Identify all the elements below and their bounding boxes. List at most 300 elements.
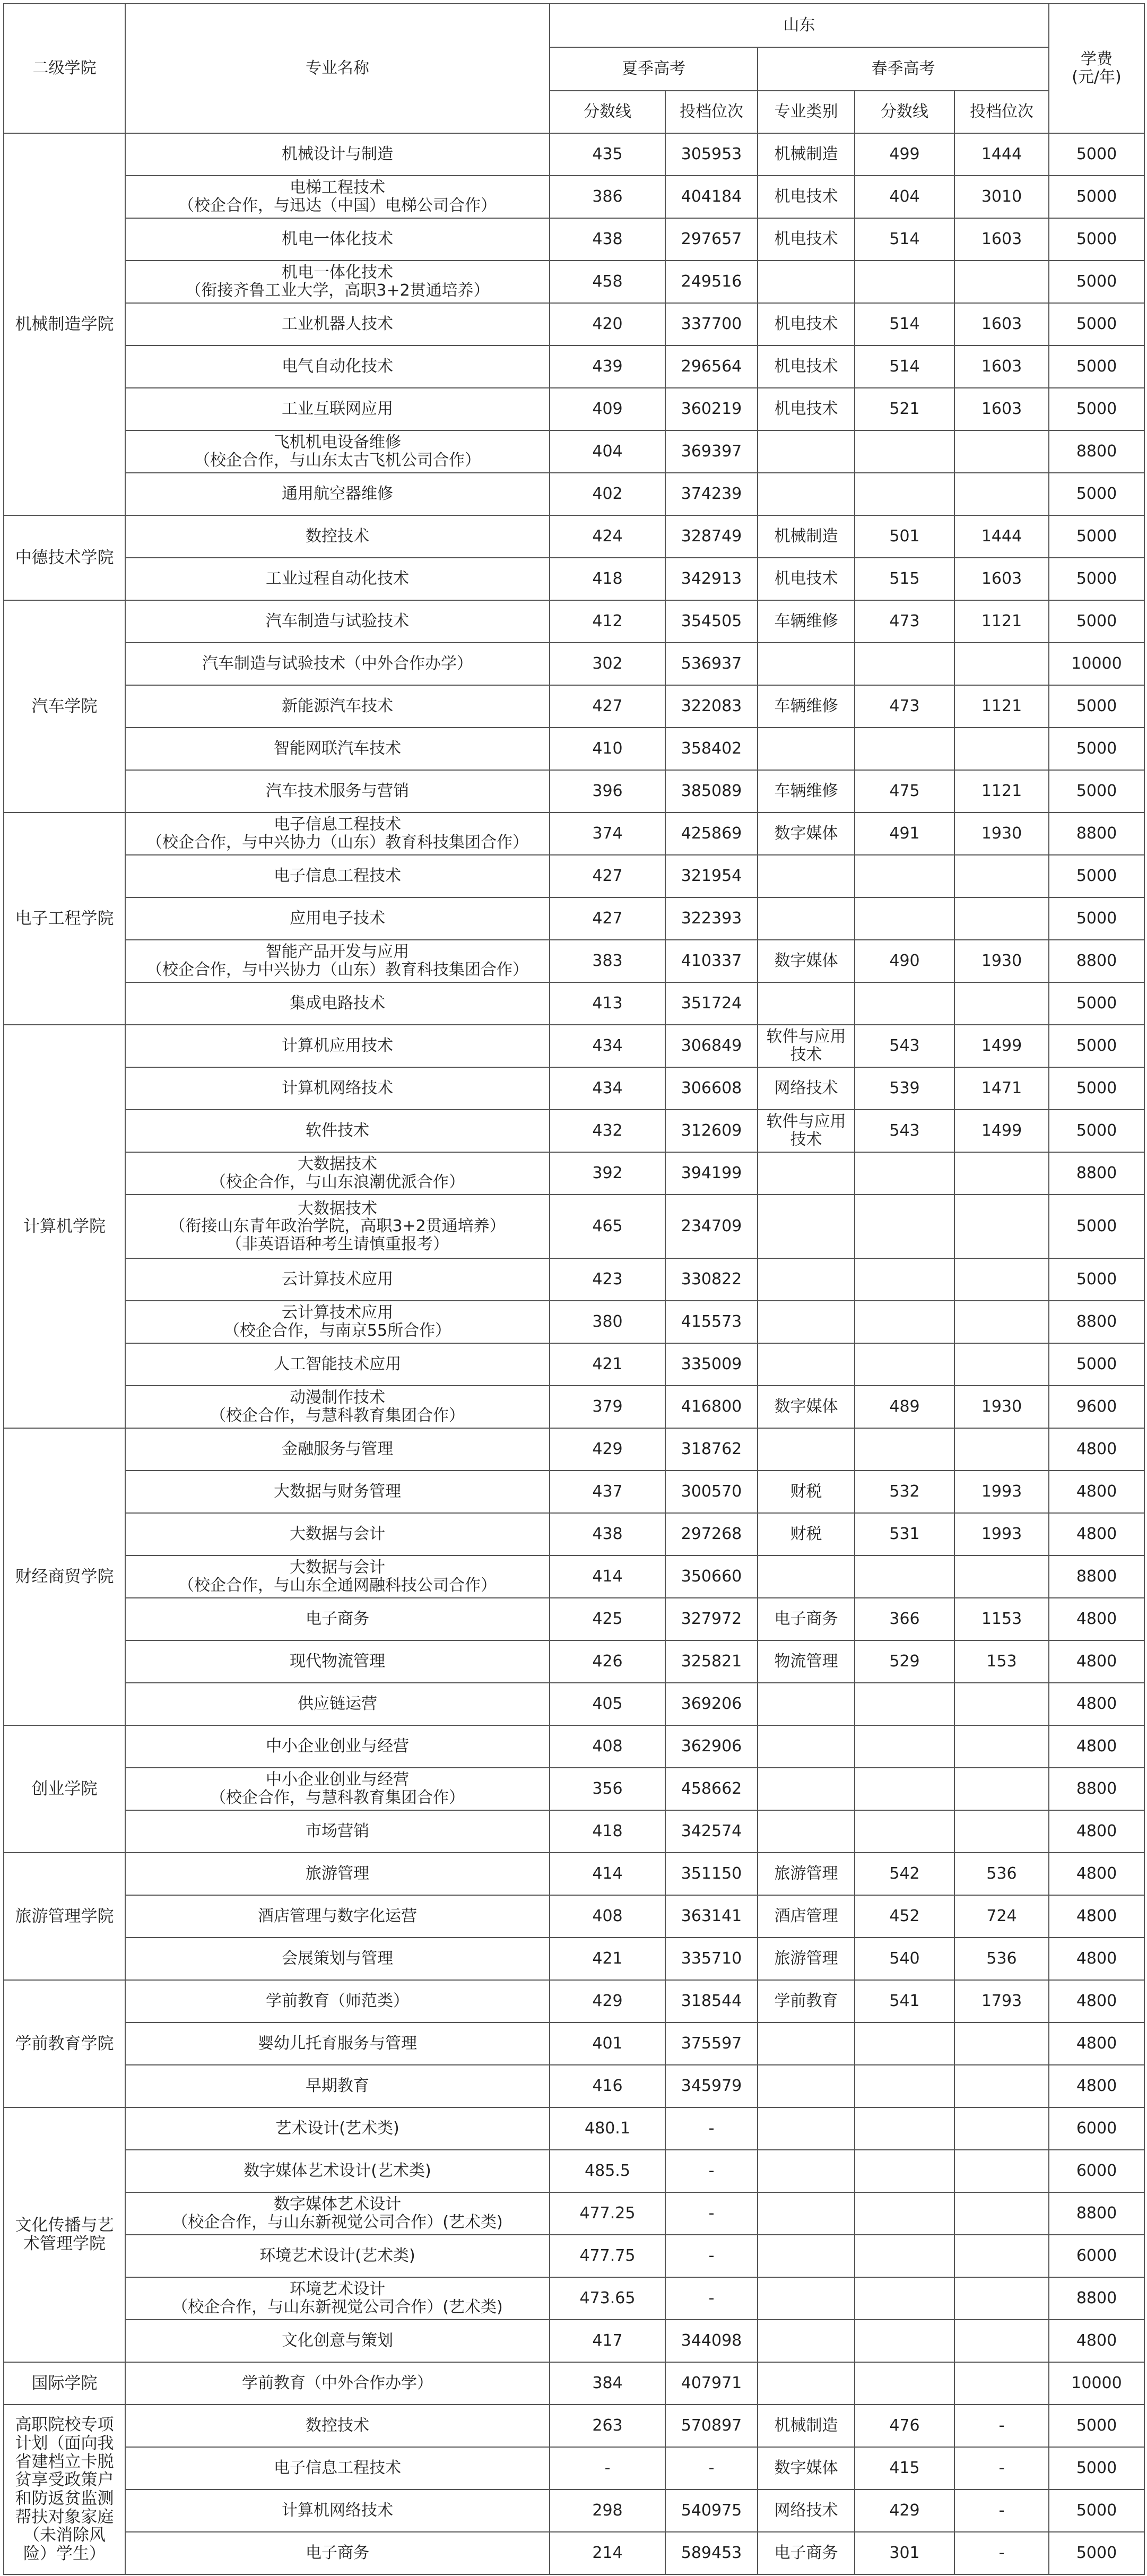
fee-cell: 6000 [1049, 2150, 1144, 2192]
summer-score-cell: 420 [550, 303, 665, 345]
table-row [4, 218, 1144, 261]
table-row [4, 1343, 1144, 1386]
summer-rank-cell: - [665, 2235, 758, 2277]
summer-rank-cell: 306608 [665, 1067, 758, 1110]
spring-score-cell: 521 [855, 388, 954, 430]
spring-rank-cell: 1603 [954, 303, 1049, 345]
fee-cell: 4800 [1049, 1640, 1144, 1683]
summer-rank-cell: 354505 [665, 600, 758, 643]
spring-category-cell: 机电技术 [758, 303, 855, 345]
summer-rank-cell: 325821 [665, 1640, 758, 1683]
spring-rank-cell: 536 [954, 1853, 1049, 1895]
spring-score-cell [855, 728, 954, 770]
spring-rank-cell: 1603 [954, 345, 1049, 388]
summer-score-cell: 465 [550, 1195, 665, 1258]
table-row [4, 600, 1144, 643]
major-name-cell: 艺术设计(艺术类) [125, 2107, 550, 2150]
header-summer: 夏季高考 [550, 47, 758, 91]
major-name-cell: 金融服务与管理 [125, 1428, 550, 1471]
table-row [4, 473, 1144, 515]
summer-score-cell: 409 [550, 388, 665, 430]
spring-category-cell: 旅游管理 [758, 1938, 855, 1980]
table-row [4, 1895, 1144, 1938]
spring-rank-cell [954, 2150, 1049, 2192]
college-name-cell: 高职院校专项 计划（面向我 省建档立卡脱 贫享受政策户 和防返贫监测 帮扶对象家庭 （未消除风 险）学生） [4, 2405, 125, 2574]
fee-cell: 5000 [1049, 303, 1144, 345]
summer-score-cell: 414 [550, 1555, 665, 1598]
fee-cell: 4800 [1049, 1853, 1144, 1895]
table-row [4, 2150, 1144, 2192]
summer-rank-cell: 305953 [665, 133, 758, 176]
major-name-cell: 智能网联汽车技术 [125, 728, 550, 770]
spring-category-cell [758, 1810, 855, 1853]
summer-rank-cell: 234709 [665, 1195, 758, 1258]
table-row [4, 2362, 1144, 2405]
summer-score-cell: 421 [550, 1938, 665, 1980]
summer-rank-cell: 570897 [665, 2405, 758, 2447]
major-name-cell: 电子商务 [125, 1598, 550, 1640]
table-row [4, 940, 1144, 982]
table-row [4, 643, 1144, 685]
summer-rank-cell: 589453 [665, 2532, 758, 2574]
fee-cell: 4800 [1049, 1683, 1144, 1725]
spring-score-cell: 499 [855, 133, 954, 176]
spring-score-cell [855, 2320, 954, 2362]
major-name-cell: 电气自动化技术 [125, 345, 550, 388]
summer-score-cell: 374 [550, 812, 665, 855]
spring-category-cell [758, 1195, 855, 1258]
fee-cell: 10000 [1049, 643, 1144, 685]
spring-score-cell: 490 [855, 940, 954, 982]
fee-cell: 4800 [1049, 2320, 1144, 2362]
college-name-cell: 中德技术学院 [4, 515, 125, 600]
spring-category-cell: 机械制造 [758, 515, 855, 558]
spring-rank-cell [954, 897, 1049, 940]
spring-rank-cell: 724 [954, 1895, 1049, 1938]
spring-score-cell: 452 [855, 1895, 954, 1938]
summer-rank-cell: 344098 [665, 2320, 758, 2362]
summer-rank-cell: 363141 [665, 1895, 758, 1938]
major-name-cell: 机电一体化技术 [125, 218, 550, 261]
spring-rank-cell [954, 1258, 1049, 1301]
table-row [4, 2192, 1144, 2235]
spring-score-cell: 415 [855, 2447, 954, 2489]
table-row [4, 1768, 1144, 1810]
spring-score-cell: 541 [855, 1980, 954, 2022]
spring-category-cell: 财税 [758, 1471, 855, 1513]
fee-cell: 8800 [1049, 2277, 1144, 2320]
summer-score-cell: 432 [550, 1110, 665, 1152]
summer-score-cell: 480.1 [550, 2107, 665, 2150]
spring-score-cell: 539 [855, 1067, 954, 1110]
summer-score-cell: 485.5 [550, 2150, 665, 2192]
major-name-cell: 动漫制作技术 （校企合作，与慧科教育集团合作） [125, 1386, 550, 1428]
summer-score-cell: 427 [550, 855, 665, 897]
spring-score-cell [855, 2235, 954, 2277]
spring-category-cell [758, 1768, 855, 1810]
summer-rank-cell: 410337 [665, 940, 758, 982]
table-row [4, 261, 1144, 303]
spring-rank-cell: 1121 [954, 685, 1049, 728]
header-rank-spring: 投档位次 [954, 91, 1049, 133]
spring-category-cell: 数字媒体 [758, 2447, 855, 2489]
summer-rank-cell: 374239 [665, 473, 758, 515]
spring-score-cell [855, 1301, 954, 1343]
summer-rank-cell: - [665, 2447, 758, 2489]
spring-score-cell: 542 [855, 1853, 954, 1895]
fee-cell: 5000 [1049, 558, 1144, 600]
major-name-cell: 会展策划与管理 [125, 1938, 550, 1980]
summer-score-cell: 429 [550, 1980, 665, 2022]
spring-score-cell [855, 855, 954, 897]
spring-category-cell: 电子商务 [758, 2532, 855, 2574]
fee-cell: 5000 [1049, 473, 1144, 515]
college-name-cell: 文化传播与艺 术管理学院 [4, 2107, 125, 2362]
table-row [4, 1258, 1144, 1301]
summer-score-cell: 438 [550, 218, 665, 261]
table-row [4, 430, 1144, 473]
table-row [4, 1110, 1144, 1152]
spring-category-cell: 酒店管理 [758, 1895, 855, 1938]
major-name-cell: 人工智能技术应用 [125, 1343, 550, 1386]
major-name-cell: 云计算技术应用 （校企合作，与南京55所合作） [125, 1301, 550, 1343]
college-name-cell: 计算机学院 [4, 1025, 125, 1428]
major-name-cell: 工业过程自动化技术 [125, 558, 550, 600]
summer-rank-cell: 300570 [665, 1471, 758, 1513]
spring-rank-cell: 1603 [954, 558, 1049, 600]
major-name-cell: 酒店管理与数字化运营 [125, 1895, 550, 1938]
spring-score-cell: 489 [855, 1386, 954, 1428]
spring-category-cell: 机电技术 [758, 388, 855, 430]
spring-score-cell [855, 2192, 954, 2235]
summer-score-cell: 263 [550, 2405, 665, 2447]
spring-category-cell: 数字媒体 [758, 1386, 855, 1428]
spring-rank-cell [954, 261, 1049, 303]
spring-category-cell [758, 473, 855, 515]
summer-rank-cell: 425869 [665, 812, 758, 855]
major-name-cell: 飞机机电设备维修 （校企合作，与山东太古飞机公司合作） [125, 430, 550, 473]
spring-score-cell [855, 1555, 954, 1598]
summer-rank-cell: 362906 [665, 1725, 758, 1768]
fee-cell: 4800 [1049, 2065, 1144, 2107]
spring-score-cell: 404 [855, 176, 954, 218]
spring-category-cell: 数字媒体 [758, 812, 855, 855]
major-name-cell: 通用航空器维修 [125, 473, 550, 515]
spring-rank-cell [954, 2022, 1049, 2065]
spring-rank-cell: 1444 [954, 133, 1049, 176]
spring-score-cell: 476 [855, 2405, 954, 2447]
spring-rank-cell [954, 2320, 1049, 2362]
spring-category-cell [758, 2362, 855, 2405]
table-row [4, 812, 1144, 855]
summer-score-cell: 413 [550, 982, 665, 1025]
spring-category-cell [758, 1683, 855, 1725]
spring-category-cell [758, 2022, 855, 2065]
spring-score-cell [855, 1258, 954, 1301]
summer-rank-cell: 360219 [665, 388, 758, 430]
summer-rank-cell: - [665, 2192, 758, 2235]
spring-category-cell: 车辆维修 [758, 685, 855, 728]
major-name-cell: 文化创意与策划 [125, 2320, 550, 2362]
spring-rank-cell [954, 1555, 1049, 1598]
major-name-cell: 早期教育 [125, 2065, 550, 2107]
summer-score-cell: 435 [550, 133, 665, 176]
summer-score-cell: 417 [550, 2320, 665, 2362]
major-name-cell: 电子商务 [125, 2532, 550, 2574]
major-name-cell: 工业互联网应用 [125, 388, 550, 430]
summer-rank-cell: 351150 [665, 1853, 758, 1895]
spring-category-cell [758, 2320, 855, 2362]
spring-category-cell: 网络技术 [758, 2489, 855, 2532]
spring-score-cell: 532 [855, 1471, 954, 1513]
table-row [4, 2277, 1144, 2320]
summer-score-cell: 412 [550, 600, 665, 643]
spring-score-cell: 366 [855, 1598, 954, 1640]
table-row [4, 2065, 1144, 2107]
major-name-cell: 大数据与会计 （校企合作，与山东全通网融科技公司合作） [125, 1555, 550, 1598]
summer-score-cell: 429 [550, 1428, 665, 1471]
table-row [4, 558, 1144, 600]
table-row [4, 2405, 1144, 2447]
fee-cell: 5000 [1049, 388, 1144, 430]
spring-category-cell [758, 1301, 855, 1343]
summer-rank-cell: 335710 [665, 1938, 758, 1980]
spring-score-cell: 531 [855, 1513, 954, 1555]
spring-category-cell [758, 982, 855, 1025]
summer-rank-cell: 350660 [665, 1555, 758, 1598]
table-row [4, 982, 1144, 1025]
summer-rank-cell: 351724 [665, 982, 758, 1025]
summer-score-cell: 438 [550, 1513, 665, 1555]
header-fee: 学费 (元/年) [1049, 4, 1144, 133]
summer-score-cell: 356 [550, 1768, 665, 1810]
spring-category-cell [758, 2192, 855, 2235]
header-score: 分数线 [550, 91, 665, 133]
summer-score-cell: 437 [550, 1471, 665, 1513]
summer-score-cell: 380 [550, 1301, 665, 1343]
table-row [4, 728, 1144, 770]
header-rank: 投档位次 [665, 91, 758, 133]
major-name-cell: 中小企业创业与经营 [125, 1725, 550, 1768]
spring-category-cell: 机械制造 [758, 133, 855, 176]
spring-score-cell [855, 2362, 954, 2405]
college-name-cell: 创业学院 [4, 1725, 125, 1853]
fee-cell: 4800 [1049, 1895, 1144, 1938]
spring-category-cell [758, 261, 855, 303]
table-row [4, 1725, 1144, 1768]
major-name-cell: 旅游管理 [125, 1853, 550, 1895]
spring-category-cell: 车辆维修 [758, 600, 855, 643]
fee-cell: 8800 [1049, 940, 1144, 982]
table-row [4, 1555, 1144, 1598]
admission-score-table [3, 3, 1145, 2575]
spring-category-cell: 电子商务 [758, 1598, 855, 1640]
spring-rank-cell [954, 2362, 1049, 2405]
major-name-cell: 集成电路技术 [125, 982, 550, 1025]
summer-rank-cell: 404184 [665, 176, 758, 218]
spring-category-cell: 软件与应用 技术 [758, 1025, 855, 1067]
table-row [4, 685, 1144, 728]
summer-score-cell: 383 [550, 940, 665, 982]
spring-score-cell: 514 [855, 345, 954, 388]
major-name-cell: 电子信息工程技术 [125, 2447, 550, 2489]
summer-rank-cell: 345979 [665, 2065, 758, 2107]
spring-score-cell [855, 2107, 954, 2150]
spring-score-cell [855, 430, 954, 473]
spring-category-cell: 网络技术 [758, 1067, 855, 1110]
table-row [4, 345, 1144, 388]
fee-cell: 5000 [1049, 1067, 1144, 1110]
fee-cell: 5000 [1049, 1195, 1144, 1258]
spring-category-cell [758, 1343, 855, 1386]
spring-score-cell [855, 1428, 954, 1471]
summer-score-cell: 439 [550, 345, 665, 388]
table-row [4, 2022, 1144, 2065]
summer-rank-cell: 249516 [665, 261, 758, 303]
fee-cell: 8800 [1049, 1555, 1144, 1598]
spring-category-cell: 财税 [758, 1513, 855, 1555]
spring-score-cell: 501 [855, 515, 954, 558]
summer-rank-cell: - [665, 2107, 758, 2150]
summer-rank-cell: 369397 [665, 430, 758, 473]
spring-rank-cell: 1153 [954, 1598, 1049, 1640]
summer-rank-cell: 335009 [665, 1343, 758, 1386]
summer-score-cell: 410 [550, 728, 665, 770]
spring-category-cell [758, 2107, 855, 2150]
spring-category-cell [758, 728, 855, 770]
fee-cell: 5000 [1049, 855, 1144, 897]
table-row [4, 1152, 1144, 1195]
spring-rank-cell [954, 473, 1049, 515]
summer-rank-cell: 328749 [665, 515, 758, 558]
spring-category-cell [758, 2277, 855, 2320]
spring-rank-cell: - [954, 2447, 1049, 2489]
major-name-cell: 学前教育（中外合作办学） [125, 2362, 550, 2405]
spring-rank-cell [954, 643, 1049, 685]
fee-cell: 5000 [1049, 1110, 1144, 1152]
spring-category-cell: 物流管理 [758, 1640, 855, 1683]
summer-score-cell: 434 [550, 1025, 665, 1067]
spring-score-cell: 475 [855, 770, 954, 812]
spring-rank-cell: 3010 [954, 176, 1049, 218]
spring-score-cell [855, 2065, 954, 2107]
spring-rank-cell [954, 1195, 1049, 1258]
summer-rank-cell: 415573 [665, 1301, 758, 1343]
summer-score-cell: 414 [550, 1853, 665, 1895]
spring-rank-cell [954, 2065, 1049, 2107]
fee-cell: 8800 [1049, 1768, 1144, 1810]
spring-rank-cell: 1499 [954, 1025, 1049, 1067]
spring-category-cell: 旅游管理 [758, 1853, 855, 1895]
table-row [4, 1938, 1144, 1980]
spring-score-cell: 543 [855, 1110, 954, 1152]
spring-score-cell: 514 [855, 218, 954, 261]
fee-cell: 5000 [1049, 218, 1144, 261]
summer-rank-cell: - [665, 2150, 758, 2192]
spring-category-cell [758, 855, 855, 897]
header-major: 专业名称 [125, 4, 550, 133]
fee-cell: 8800 [1049, 1152, 1144, 1195]
header-category: 专业类别 [758, 91, 855, 133]
spring-rank-cell [954, 728, 1049, 770]
table-row [4, 2107, 1144, 2150]
spring-category-cell: 机电技术 [758, 558, 855, 600]
spring-category-cell [758, 1258, 855, 1301]
major-name-cell: 新能源汽车技术 [125, 685, 550, 728]
summer-score-cell: 477.25 [550, 2192, 665, 2235]
fee-cell: 5000 [1049, 176, 1144, 218]
spring-rank-cell [954, 982, 1049, 1025]
spring-score-cell: 529 [855, 1640, 954, 1683]
fee-cell: 5000 [1049, 897, 1144, 940]
spring-score-cell [855, 2150, 954, 2192]
summer-score-cell: 425 [550, 1598, 665, 1640]
summer-score-cell: 418 [550, 1810, 665, 1853]
table-row [4, 2235, 1144, 2277]
summer-rank-cell: 540975 [665, 2489, 758, 2532]
spring-rank-cell [954, 2277, 1049, 2320]
spring-score-cell [855, 2022, 954, 2065]
summer-score-cell: 424 [550, 515, 665, 558]
spring-rank-cell: - [954, 2405, 1049, 2447]
spring-category-cell [758, 1152, 855, 1195]
summer-rank-cell: 394199 [665, 1152, 758, 1195]
spring-rank-cell [954, 855, 1049, 897]
major-name-cell: 云计算技术应用 [125, 1258, 550, 1301]
spring-score-cell [855, 1195, 954, 1258]
summer-rank-cell: 337700 [665, 303, 758, 345]
table-row [4, 1980, 1144, 2022]
major-name-cell: 市场营销 [125, 1810, 550, 1853]
header-spring: 春季高考 [758, 47, 1049, 91]
spring-rank-cell [954, 1768, 1049, 1810]
major-name-cell: 学前教育（师范类） [125, 1980, 550, 2022]
fee-cell: 6000 [1049, 2107, 1144, 2150]
spring-rank-cell: 153 [954, 1640, 1049, 1683]
spring-rank-cell [954, 430, 1049, 473]
major-name-cell: 软件技术 [125, 1110, 550, 1152]
fee-cell: 5000 [1049, 770, 1144, 812]
table-row [4, 1301, 1144, 1343]
table-row [4, 2447, 1144, 2489]
spring-rank-cell: 1930 [954, 1386, 1049, 1428]
spring-rank-cell: 1471 [954, 1067, 1049, 1110]
major-name-cell: 大数据技术 （校企合作，与山东浪潮优派合作） [125, 1152, 550, 1195]
fee-cell: 4800 [1049, 1471, 1144, 1513]
summer-rank-cell: 312609 [665, 1110, 758, 1152]
summer-rank-cell: 385089 [665, 770, 758, 812]
major-name-cell: 计算机网络技术 [125, 1067, 550, 1110]
spring-rank-cell [954, 1343, 1049, 1386]
fee-cell: 5000 [1049, 2489, 1144, 2532]
spring-score-cell [855, 1152, 954, 1195]
spring-score-cell: 540 [855, 1938, 954, 1980]
spring-category-cell [758, 430, 855, 473]
summer-score-cell: 477.75 [550, 2235, 665, 2277]
spring-category-cell [758, 897, 855, 940]
fee-cell: 5000 [1049, 515, 1144, 558]
summer-rank-cell: 306849 [665, 1025, 758, 1067]
summer-rank-cell: 407971 [665, 2362, 758, 2405]
major-name-cell: 婴幼儿托育服务与管理 [125, 2022, 550, 2065]
spring-rank-cell [954, 1725, 1049, 1768]
table-row [4, 515, 1144, 558]
fee-cell: 8800 [1049, 2192, 1144, 2235]
summer-rank-cell: 297657 [665, 218, 758, 261]
summer-score-cell: 384 [550, 2362, 665, 2405]
major-name-cell: 机电一体化技术 （衔接齐鲁工业大学，高职3+2贯通培养） [125, 261, 550, 303]
summer-score-cell: 405 [550, 1683, 665, 1725]
